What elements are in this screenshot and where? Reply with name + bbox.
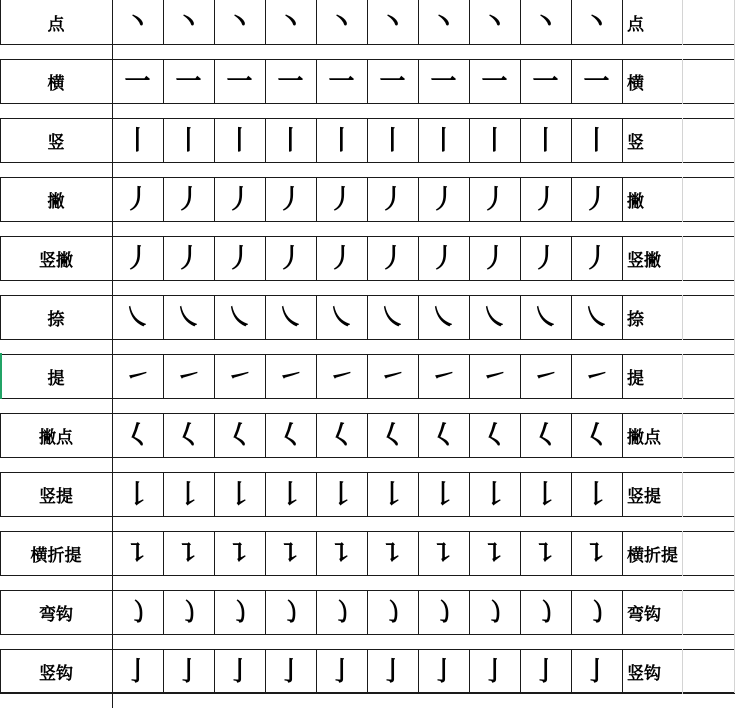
- stroke-glyph-cell[interactable]: ㇊: [379, 538, 406, 569]
- stroke-name-label[interactable]: 捺: [47, 310, 65, 330]
- stroke-glyph-cell[interactable]: 亅: [124, 656, 151, 687]
- stroke-glyph-cell[interactable]: 丿: [430, 243, 457, 274]
- stroke-glyph-cell[interactable]: ㇀: [583, 361, 610, 392]
- stroke-glyph-cell[interactable]: ㇊: [430, 538, 457, 569]
- grid-line: [622, 472, 623, 517]
- stroke-glyph-cell[interactable]: ㇁: [277, 597, 304, 628]
- stroke-glyph-cell[interactable]: ㇁: [430, 597, 457, 628]
- stroke-glyph-cell[interactable]: 丨: [226, 125, 253, 156]
- stroke-glyph-cell[interactable]: ㇁: [226, 597, 253, 628]
- stroke-glyph-cell[interactable]: 𡿨: [328, 420, 355, 451]
- grid-line: [112, 45, 113, 59]
- stroke-glyph-cell[interactable]: 丶: [226, 7, 253, 38]
- stroke-glyph-cell[interactable]: ㇏: [226, 302, 253, 333]
- grid-line: [112, 635, 113, 649]
- stroke-glyph-cell[interactable]: 丶: [481, 7, 508, 38]
- stroke-name-label[interactable]: 撇: [47, 192, 65, 212]
- stroke-glyph-cell[interactable]: 丿: [277, 243, 304, 274]
- grid-line: [112, 281, 113, 295]
- stroke-name-label[interactable]: 撇点: [39, 428, 73, 448]
- stroke-glyph-cell[interactable]: ㇁: [481, 597, 508, 628]
- stroke-glyph-cell[interactable]: 丿: [328, 243, 355, 274]
- stroke-glyph-cell[interactable]: 𠄌: [124, 479, 151, 510]
- grid-line: [622, 118, 623, 163]
- stroke-glyph-cell[interactable]: ㇀: [124, 361, 151, 392]
- stroke-glyph-cell[interactable]: ㇊: [532, 538, 559, 569]
- stroke-glyph-cell[interactable]: 𡿨: [226, 420, 253, 451]
- stroke-name-label-right[interactable]: 撇点: [627, 428, 661, 448]
- stroke-glyph-cell[interactable]: 𠄌: [430, 479, 457, 510]
- stroke-glyph-cell[interactable]: 𠄌: [328, 479, 355, 510]
- stroke-glyph-cell[interactable]: 丶: [532, 7, 559, 38]
- stroke-glyph-cell[interactable]: 丶: [124, 7, 151, 38]
- stroke-glyph-cell[interactable]: 𡿨: [379, 420, 406, 451]
- stroke-name-label-right[interactable]: 捺: [627, 310, 644, 330]
- stroke-glyph-cell[interactable]: 丿: [481, 184, 508, 215]
- stroke-name-label[interactable]: 点: [47, 15, 65, 35]
- stroke-glyph-cell[interactable]: ㇏: [532, 302, 559, 333]
- grid-line: [622, 0, 623, 45]
- grid-line: [622, 531, 623, 576]
- stroke-glyph-cell[interactable]: 亅: [532, 656, 559, 687]
- stroke-glyph-cell[interactable]: 𠄌: [583, 479, 610, 510]
- stroke-glyph-cell[interactable]: 一: [277, 66, 304, 97]
- stroke-glyph-cell[interactable]: ㇀: [532, 361, 559, 392]
- stroke-glyph-cell[interactable]: 亅: [328, 656, 355, 687]
- stroke-glyph-cell[interactable]: 丨: [481, 125, 508, 156]
- stroke-glyph-cell[interactable]: 丨: [430, 125, 457, 156]
- stroke-glyph-cell[interactable]: 一: [430, 66, 457, 97]
- stroke-glyph-cell[interactable]: 一: [379, 66, 406, 97]
- grid-line: [112, 163, 113, 177]
- stroke-glyph-cell[interactable]: 亅: [430, 656, 457, 687]
- grid-line: [622, 354, 623, 399]
- grid-line: [112, 694, 113, 708]
- stroke-glyph-cell[interactable]: 丿: [175, 243, 202, 274]
- stroke-name-label-right[interactable]: 竖撇: [627, 251, 661, 271]
- stroke-glyph-cell[interactable]: 亅: [226, 656, 253, 687]
- stroke-glyph-cell[interactable]: ㇀: [379, 361, 406, 392]
- stroke-glyph-cell[interactable]: 亅: [175, 656, 202, 687]
- stroke-name-label-right[interactable]: 竖提: [627, 487, 661, 507]
- stroke-glyph-cell[interactable]: ㇀: [430, 361, 457, 392]
- stroke-glyph-cell[interactable]: 丶: [430, 7, 457, 38]
- stroke-glyph-cell[interactable]: ㇏: [277, 302, 304, 333]
- stroke-glyph-cell[interactable]: 丨: [277, 125, 304, 156]
- grid-line: [622, 59, 623, 104]
- stroke-glyph-cell[interactable]: 丿: [379, 184, 406, 215]
- stroke-name-label[interactable]: 竖提: [39, 487, 73, 507]
- stroke-name-label[interactable]: 横: [47, 74, 65, 94]
- stroke-name-label-right[interactable]: 横折提: [627, 546, 678, 566]
- grid-line: [622, 590, 623, 635]
- stroke-glyph-cell[interactable]: 亅: [277, 656, 304, 687]
- stroke-glyph-cell[interactable]: 丨: [532, 125, 559, 156]
- stroke-glyph-cell[interactable]: 丨: [583, 125, 610, 156]
- stroke-glyph-cell[interactable]: ㇀: [328, 361, 355, 392]
- stroke-glyph-cell[interactable]: ㇁: [583, 597, 610, 628]
- stroke-glyph-cell[interactable]: 𠄌: [277, 479, 304, 510]
- stroke-name-label-right[interactable]: 弯钩: [627, 605, 661, 625]
- stroke-name-label-right[interactable]: 撇: [627, 192, 644, 212]
- stroke-glyph-cell[interactable]: 𡿨: [532, 420, 559, 451]
- stroke-glyph-cell[interactable]: ㇊: [175, 538, 202, 569]
- stroke-glyph-cell[interactable]: 亅: [379, 656, 406, 687]
- stroke-glyph-cell[interactable]: 亅: [481, 656, 508, 687]
- stroke-glyph-cell[interactable]: 丿: [583, 184, 610, 215]
- stroke-glyph-cell[interactable]: 丿: [175, 184, 202, 215]
- stroke-glyph-cell[interactable]: ㇏: [124, 302, 151, 333]
- stroke-glyph-cell[interactable]: ㇀: [277, 361, 304, 392]
- stroke-name-label[interactable]: 竖钩: [39, 664, 73, 684]
- stroke-glyph-cell[interactable]: ㇁: [175, 597, 202, 628]
- stroke-glyph-cell[interactable]: 一: [481, 66, 508, 97]
- grid-line: [622, 413, 623, 458]
- stroke-name-label[interactable]: 竖: [47, 133, 65, 153]
- stroke-glyph-cell[interactable]: ㇀: [481, 361, 508, 392]
- stroke-glyph-cell[interactable]: 丶: [328, 7, 355, 38]
- stroke-glyph-cell[interactable]: ㇀: [226, 361, 253, 392]
- grid-line: [112, 458, 113, 472]
- stroke-glyph-cell[interactable]: 丿: [481, 243, 508, 274]
- stroke-glyph-cell[interactable]: 丿: [430, 184, 457, 215]
- stroke-glyph-cell[interactable]: 丿: [532, 243, 559, 274]
- stroke-glyph-cell[interactable]: ㇏: [379, 302, 406, 333]
- stroke-name-label[interactable]: 横折提: [30, 546, 82, 566]
- stroke-glyph-cell[interactable]: ㇁: [124, 597, 151, 628]
- stroke-glyph-cell[interactable]: 𡿨: [430, 420, 457, 451]
- grid-line: [112, 399, 113, 413]
- grid-line: [112, 104, 113, 118]
- stroke-glyph-cell[interactable]: ㇏: [430, 302, 457, 333]
- stroke-glyph-cell[interactable]: 丨: [379, 125, 406, 156]
- stroke-glyph-cell[interactable]: ㇊: [226, 538, 253, 569]
- stroke-glyph-cell[interactable]: 丨: [124, 125, 151, 156]
- stroke-glyph-cell[interactable]: 亅: [583, 656, 610, 687]
- stroke-glyph-cell[interactable]: 一: [226, 66, 253, 97]
- stroke-glyph-cell[interactable]: ㇊: [277, 538, 304, 569]
- stroke-glyph-cell[interactable]: ㇀: [175, 361, 202, 392]
- stroke-glyph-cell[interactable]: 𡿨: [583, 420, 610, 451]
- stroke-glyph-cell[interactable]: ㇏: [481, 302, 508, 333]
- stroke-glyph-cell[interactable]: 丶: [379, 7, 406, 38]
- stroke-glyph-cell[interactable]: 一: [175, 66, 202, 97]
- stroke-glyph-cell[interactable]: ㇊: [481, 538, 508, 569]
- grid-line: [622, 649, 623, 694]
- stroke-name-label-right[interactable]: 横: [627, 74, 644, 94]
- stroke-glyph-cell[interactable]: 𠄌: [481, 479, 508, 510]
- stroke-glyph-cell[interactable]: ㇏: [583, 302, 610, 333]
- grid-line: [112, 576, 113, 590]
- stroke-glyph-cell[interactable]: 一: [532, 66, 559, 97]
- stroke-glyph-cell[interactable]: 丿: [226, 184, 253, 215]
- stroke-name-label[interactable]: 弯钩: [39, 605, 73, 625]
- stroke-glyph-cell[interactable]: 𠄌: [175, 479, 202, 510]
- stroke-name-label-right[interactable]: 点: [627, 15, 644, 35]
- grid-line: [112, 222, 113, 236]
- stroke-name-label[interactable]: 提: [47, 369, 65, 389]
- stroke-glyph-cell[interactable]: ㇊: [583, 538, 610, 569]
- grid-line: [112, 340, 113, 354]
- stroke-glyph-cell[interactable]: ㇏: [175, 302, 202, 333]
- stroke-name-label-right[interactable]: 竖: [627, 133, 644, 153]
- stroke-glyph-cell[interactable]: ㇊: [328, 538, 355, 569]
- stroke-glyph-cell[interactable]: 丿: [124, 184, 151, 215]
- stroke-glyph-cell[interactable]: 𡿨: [175, 420, 202, 451]
- stroke-glyph-cell[interactable]: ㇁: [532, 597, 559, 628]
- stroke-glyph-cell[interactable]: ㇁: [379, 597, 406, 628]
- stroke-glyph-cell[interactable]: 𠄌: [532, 479, 559, 510]
- stroke-glyph-cell[interactable]: 丿: [226, 243, 253, 274]
- stroke-glyph-cell[interactable]: 丨: [328, 125, 355, 156]
- stroke-glyph-cell[interactable]: ㇁: [328, 597, 355, 628]
- grid-line: [622, 295, 623, 340]
- stroke-glyph-cell[interactable]: 一: [328, 66, 355, 97]
- stroke-glyph-cell[interactable]: 𡿨: [481, 420, 508, 451]
- stroke-glyph-cell[interactable]: 丶: [277, 7, 304, 38]
- stroke-name-label-right[interactable]: 竖钩: [627, 664, 661, 684]
- stroke-glyph-cell[interactable]: 𠄌: [226, 479, 253, 510]
- stroke-glyph-cell[interactable]: ㇏: [328, 302, 355, 333]
- stroke-glyph-cell[interactable]: ㇊: [124, 538, 151, 569]
- stroke-glyph-cell[interactable]: 丿: [379, 243, 406, 274]
- stroke-glyph-cell[interactable]: 丶: [583, 7, 610, 38]
- stroke-glyph-cell[interactable]: 丿: [583, 243, 610, 274]
- stroke-name-label[interactable]: 竖撇: [39, 251, 73, 271]
- stroke-glyph-cell[interactable]: 丿: [328, 184, 355, 215]
- grid-line: [622, 236, 623, 281]
- stroke-glyph-cell[interactable]: 𡿨: [277, 420, 304, 451]
- stroke-glyph-cell[interactable]: 一: [124, 66, 151, 97]
- stroke-glyph-cell[interactable]: 丿: [277, 184, 304, 215]
- stroke-glyph-cell[interactable]: 丶: [175, 7, 202, 38]
- grid-line: [622, 177, 623, 222]
- stroke-glyph-cell[interactable]: 丨: [175, 125, 202, 156]
- stroke-glyph-cell[interactable]: 𠄌: [379, 479, 406, 510]
- stroke-glyph-cell[interactable]: 丿: [124, 243, 151, 274]
- stroke-glyph-cell[interactable]: 一: [583, 66, 610, 97]
- stroke-glyph-cell[interactable]: 𡿨: [124, 420, 151, 451]
- stroke-glyph-cell[interactable]: 丿: [532, 184, 559, 215]
- grid-line: [112, 517, 113, 531]
- stroke-name-label-right[interactable]: 提: [627, 369, 644, 389]
